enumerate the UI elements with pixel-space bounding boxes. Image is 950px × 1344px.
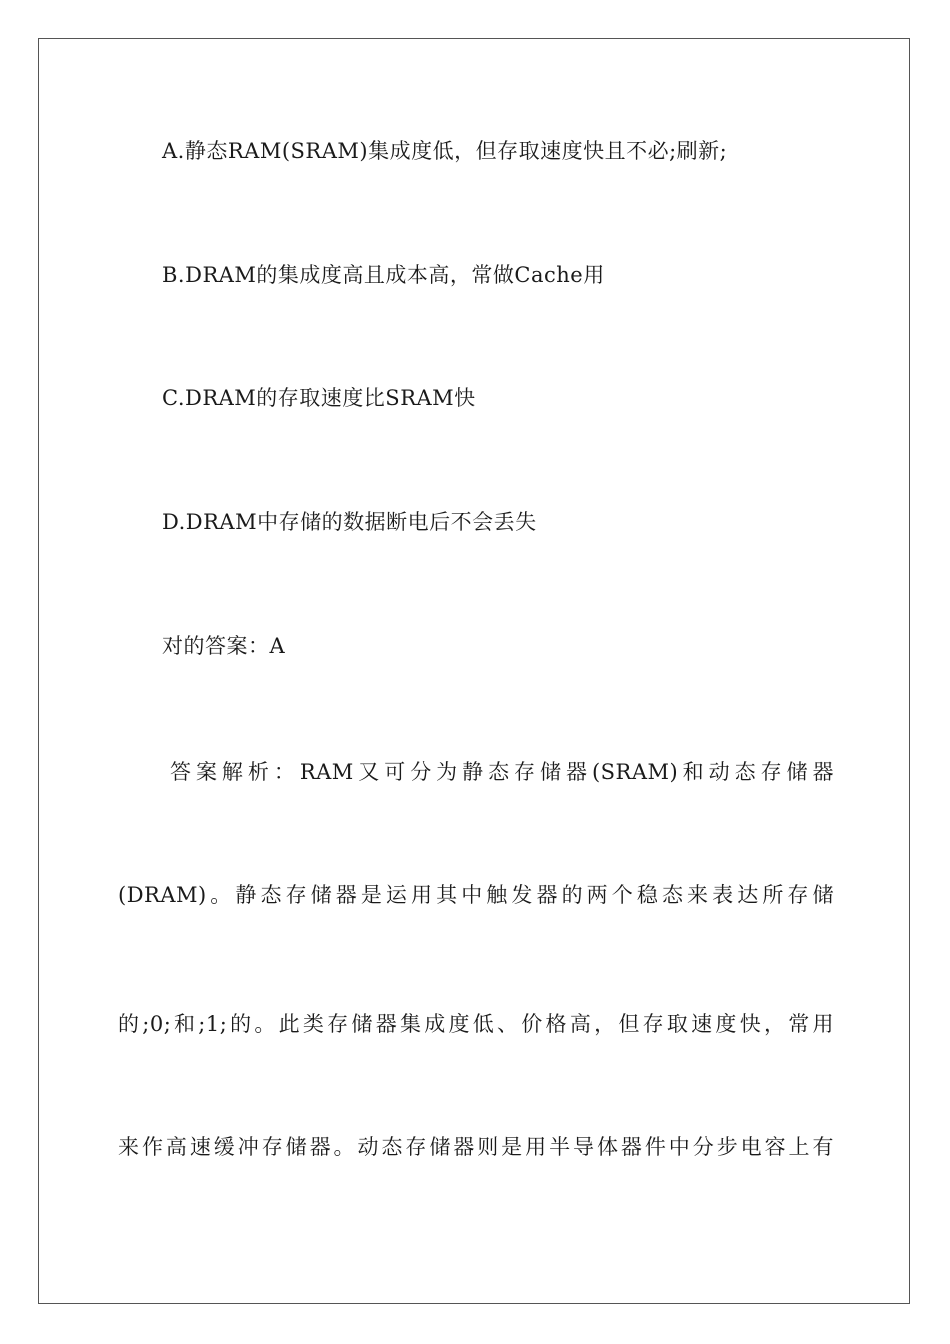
explanation-line-3: 的;0;和;1;的。此类存储器集成度低、价格高，但存取速度快，常用: [118, 1012, 834, 1036]
option-d: D.DRAM中存储的数据断电后不会丢失: [162, 510, 537, 534]
option-c: C.DRAM的存取速度比SRAM快: [162, 386, 476, 410]
explanation-line-4: 来作高速缓冲存储器。动态存储器则是用半导体器件中分步电容上有: [118, 1135, 834, 1159]
explanation-line-1: 答案解析：RAM又可分为静态存储器(SRAM)和动态存储器: [170, 760, 834, 784]
correct-answer: 对的答案：A: [162, 634, 286, 658]
option-a: A.静态RAM(SRAM)集成度低，但存取速度快且不必;刷新;: [162, 139, 728, 163]
page-frame: [38, 38, 910, 1304]
option-b: B.DRAM的集成度高且成本高，常做Cache用: [162, 263, 605, 287]
explanation-line-2: (DRAM)。静态存储器是运用其中触发器的两个稳态来表达所存储: [118, 883, 834, 907]
